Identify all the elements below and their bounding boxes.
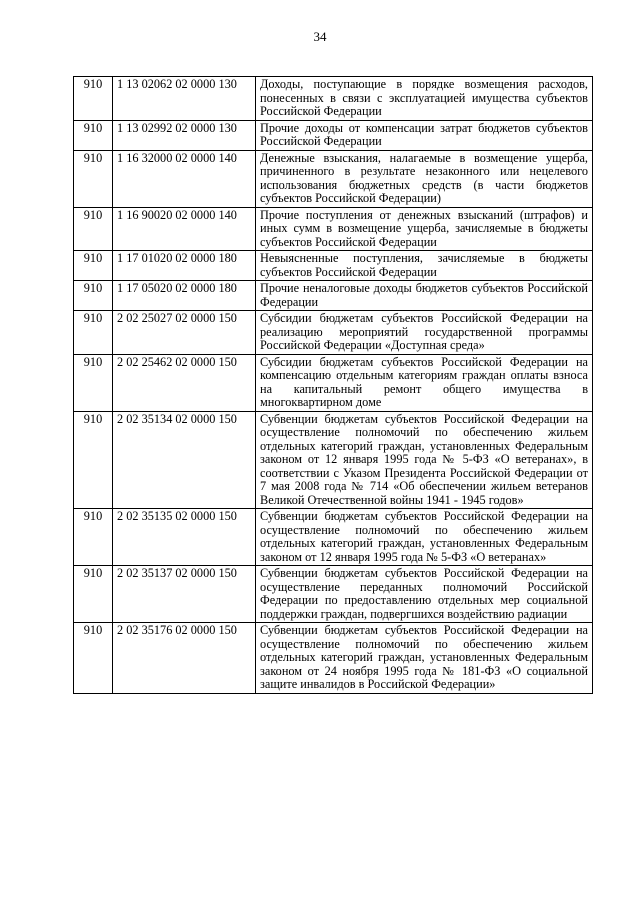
table-row: [74, 281, 593, 311]
revenue-name-cell: Субвенции бюджетам субъектов Российской Федерации на осуществление полномочий по обеспечению жильем отдельных категорий граждан, установленных Федеральным законом от 24 ноября 1995 года № 181-ФЗ «О социальной защите инвалидов в Российской Федерации»: [256, 623, 593, 694]
revenue-name-cell: Денежные взыскания, налагаемые в возмещение ущерба, причиненного в результате незаконного или нецелевого использования бюджетных средств (в части бюджетов субъектов Российской Федерации): [256, 150, 593, 207]
table-row: [74, 623, 593, 694]
budget-code-cell: 2 02 35137 02 0000 150: [113, 566, 256, 623]
budget-code-cell: 1 17 05020 02 0000 180: [113, 281, 256, 311]
revenue-name-cell: Субвенции бюджетам субъектов Российской Федерации на осуществление переданных полномочий Российской Федерации по предоставлению отдельных мер социальной поддержки граждан, подвергшихся воздействию радиации: [256, 566, 593, 623]
revenue-name-cell: Субсидии бюджетам субъектов Российской Федерации на реализацию мероприятий государственной программы Российской Федерации «Доступная среда»: [256, 311, 593, 355]
admin-code-cell: 910: [74, 509, 113, 566]
table-body: [74, 77, 593, 694]
revenue-name-cell: Субсидии бюджетам субъектов Российской Федерации на компенсацию отдельным категориям граждан оплаты взноса на капитальный ремонт общего имущества в многоквартирном доме: [256, 354, 593, 411]
admin-code-cell: 910: [74, 623, 113, 694]
admin-code-cell: 910: [74, 150, 113, 207]
revenue-name-cell: Прочие доходы от компенсации затрат бюджетов субъектов Российской Федерации: [256, 120, 593, 150]
admin-code-cell: 910: [74, 251, 113, 281]
table-row: [74, 120, 593, 150]
revenue-name-cell: Прочие поступления от денежных взысканий (штрафов) и иных сумм в возмещение ущерба, зачисляемые в бюджеты субъектов Российской Федерации: [256, 207, 593, 251]
page-number: 34: [313, 29, 327, 44]
admin-code-cell: 910: [74, 281, 113, 311]
admin-code-cell: 910: [74, 77, 113, 121]
revenue-name-cell: Субвенции бюджетам субъектов Российской Федерации на осуществление полномочий по обеспечению жильем отдельных категорий граждан, установленных Федеральным законом от 12 января 1995 года № 5-ФЗ «О ветеранах»: [256, 509, 593, 566]
budget-code-cell: 2 02 25462 02 0000 150: [113, 354, 256, 411]
admin-code-cell: 910: [74, 566, 113, 623]
budget-code-cell: 1 13 02992 02 0000 130: [113, 120, 256, 150]
admin-code-cell: 910: [74, 411, 113, 509]
budget-code-cell: 2 02 35134 02 0000 150: [113, 411, 256, 509]
budget-code-cell: 2 02 35176 02 0000 150: [113, 623, 256, 694]
table-row: [74, 509, 593, 566]
admin-code-cell: 910: [74, 311, 113, 355]
budget-code-cell: 1 13 02062 02 0000 130: [113, 77, 256, 121]
budget-revenue-table: [73, 76, 593, 694]
table-row: [74, 77, 593, 121]
table-row: [74, 251, 593, 281]
budget-code-cell: 2 02 35135 02 0000 150: [113, 509, 256, 566]
revenue-name-cell: Доходы, поступающие в порядке возмещения расходов, понесенных в связи с эксплуатацией имущества субъектов Российской Федерации: [256, 77, 593, 121]
admin-code-cell: 910: [74, 354, 113, 411]
table-row: [74, 354, 593, 411]
admin-code-cell: 910: [74, 120, 113, 150]
table-row: [74, 207, 593, 251]
table-row: [74, 311, 593, 355]
revenue-name-cell: Субвенции бюджетам субъектов Российской Федерации на осуществление полномочий по обеспечению жильем отдельных категорий граждан, установленных Федеральным законом от 12 января 1995 года № 5-ФЗ «О ветеранах», в соответствии с Указом Президента Российской Федерации от 7 мая 2008 года № 714 «Об обеспечении жильем ветеранов Великой Отечественной войны 1941 - 1945 годов»: [256, 411, 593, 509]
revenue-name-cell: Прочие неналоговые доходы бюджетов субъектов Российской Федерации: [256, 281, 593, 311]
revenue-name-cell: Невыясненные поступления, зачисляемые в бюджеты субъектов Российской Федерации: [256, 251, 593, 281]
budget-code-cell: 1 16 32000 02 0000 140: [113, 150, 256, 207]
budget-code-cell: 1 16 90020 02 0000 140: [113, 207, 256, 251]
budget-code-cell: 2 02 25027 02 0000 150: [113, 311, 256, 355]
table-row: [74, 411, 593, 509]
table-row: [74, 566, 593, 623]
budget-code-cell: 1 17 01020 02 0000 180: [113, 251, 256, 281]
table-row: [74, 150, 593, 207]
admin-code-cell: 910: [74, 207, 113, 251]
